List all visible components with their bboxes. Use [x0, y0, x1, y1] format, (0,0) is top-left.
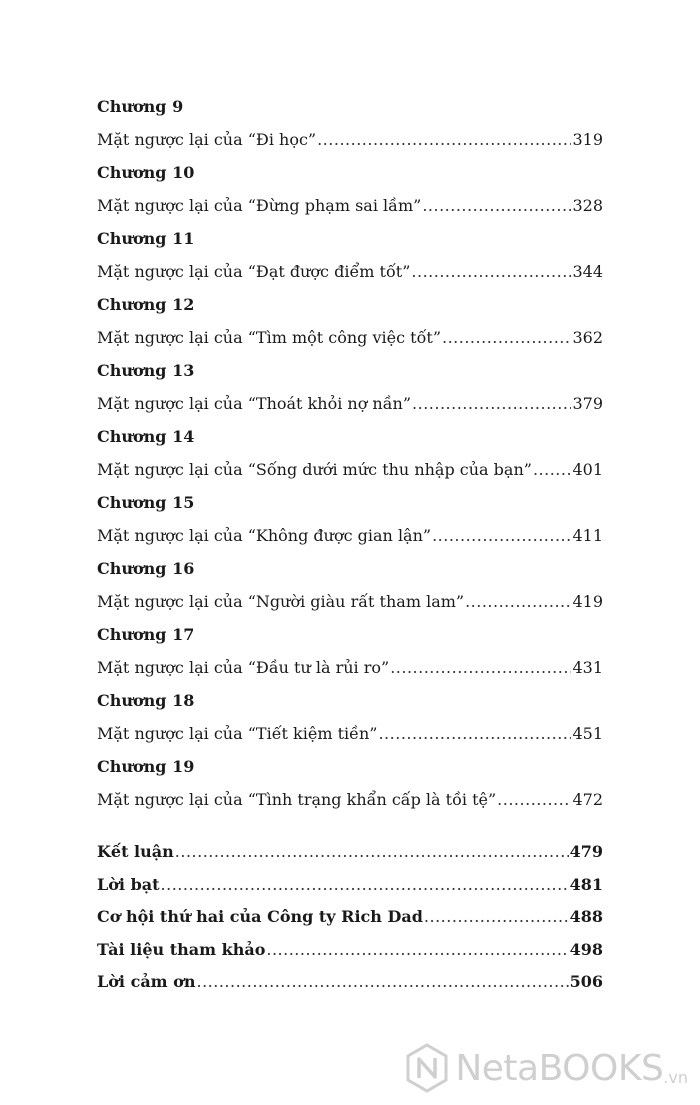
chapter-list: [97, 90, 603, 816]
chapter-heading: Chương 19: [97, 757, 195, 776]
chapter-block: [97, 618, 603, 684]
chapter-heading: Chương 15: [97, 493, 195, 512]
watermark-brand: NetaBOOKS: [455, 1047, 664, 1089]
page-number: 344: [572, 262, 603, 281]
page-number: 362: [572, 328, 603, 347]
dot-leader: [424, 901, 569, 934]
dot-leader: [196, 966, 568, 999]
toc-entry[interactable]: [97, 783, 603, 816]
chapter-heading: Chương 16: [97, 559, 195, 578]
toc-entry[interactable]: [97, 321, 603, 354]
toc-entry[interactable]: [97, 123, 603, 156]
dot-leader: [465, 585, 571, 618]
dot-leader: [161, 869, 569, 902]
chapter-block: [97, 156, 603, 222]
dot-leader: [497, 783, 571, 816]
chapter-block: [97, 222, 603, 288]
dot-leader: [175, 836, 569, 869]
page-number: 488: [569, 907, 603, 926]
watermark-suffix: .vn: [663, 1068, 688, 1087]
page-number: 328: [572, 196, 603, 215]
toc-entry[interactable]: [97, 585, 603, 618]
dot-leader: [266, 934, 568, 967]
back-matter-entry[interactable]: [97, 869, 603, 902]
toc-entry[interactable]: [97, 519, 603, 552]
entry-title: Cơ hội thứ hai của Công ty Rich Dad: [97, 907, 423, 926]
toc-entry[interactable]: [97, 651, 603, 684]
entry-title: Mặt ngược lại của “Tiết kiệm tiền”: [97, 724, 378, 743]
dot-leader: [442, 321, 571, 354]
chapter-heading: Chương 11: [97, 229, 195, 248]
netabooks-logo-icon: [405, 1043, 449, 1093]
entry-title: Mặt ngược lại của “Tìm một công việc tốt”: [97, 328, 441, 347]
toc-entry[interactable]: [97, 453, 603, 486]
dot-leader: [317, 123, 571, 156]
page-number: 319: [572, 130, 603, 149]
dot-leader: [378, 717, 571, 750]
toc-entry[interactable]: [97, 189, 603, 222]
page-number: 411: [572, 526, 603, 545]
entry-title: Mặt ngược lại của “Đi học”: [97, 130, 317, 149]
chapter-heading: Chương 17: [97, 625, 195, 644]
entry-title: Mặt ngược lại của “Đầu tư là rủi ro”: [97, 658, 390, 677]
dot-leader: [432, 519, 571, 552]
page-number: 379: [572, 394, 603, 413]
dot-leader: [422, 189, 571, 222]
chapter-heading: Chương 13: [97, 361, 195, 380]
watermark: [405, 1043, 688, 1093]
page-number: 431: [572, 658, 603, 677]
page-number: 451: [572, 724, 603, 743]
back-matter-entry[interactable]: [97, 934, 603, 967]
back-matter-list: [97, 836, 603, 999]
dot-leader: [533, 453, 572, 486]
chapter-block: [97, 288, 603, 354]
page-number: 498: [569, 939, 603, 959]
page-number: 472: [572, 790, 603, 809]
entry-title: Mặt ngược lại của “Tình trạng khẩn cấp là tồi tệ”: [97, 790, 497, 809]
entry-title: Mặt ngược lại của “Sống dưới mức thu nhập của bạn”: [97, 460, 532, 479]
chapter-heading: Chương 9: [97, 97, 184, 116]
page-number: 419: [572, 592, 603, 611]
chapter-block: [97, 552, 603, 618]
chapter-block: [97, 354, 603, 420]
dot-leader: [411, 255, 571, 288]
page-number: 479: [569, 842, 603, 861]
chapter-block: [97, 90, 603, 156]
entry-title: Kết luận: [97, 842, 174, 861]
page-number: 481: [569, 874, 603, 894]
chapter-heading: Chương 18: [97, 691, 195, 710]
chapter-block: [97, 684, 603, 750]
dot-leader: [390, 651, 571, 684]
chapter-block: [97, 420, 603, 486]
chapter-heading: Chương 10: [97, 163, 195, 182]
entry-title: Mặt ngược lại của “Không được gian lận”: [97, 526, 432, 545]
page-number: 506: [569, 972, 603, 991]
entry-title: Lời bạt: [97, 874, 160, 894]
entry-title: Mặt ngược lại của “Người giàu rất tham lam”: [97, 592, 465, 611]
toc-entry[interactable]: [97, 255, 603, 288]
toc-entry[interactable]: [97, 387, 603, 420]
back-matter-entry[interactable]: [97, 966, 603, 999]
toc-entry[interactable]: [97, 717, 603, 750]
chapter-heading: Chương 12: [97, 295, 195, 314]
dot-leader: [412, 387, 571, 420]
entry-title: Lời cảm ơn: [97, 972, 196, 991]
page-number: 401: [572, 460, 603, 479]
entry-title: Tài liệu tham khảo: [97, 939, 266, 959]
table-of-contents: [97, 90, 603, 999]
back-matter-entry[interactable]: [97, 901, 603, 934]
entry-title: Mặt ngược lại của “Đừng phạm sai lầm”: [97, 196, 422, 215]
chapter-block: [97, 750, 603, 816]
chapter-heading: Chương 14: [97, 427, 195, 446]
entry-title: Mặt ngược lại của “Đạt được điểm tốt”: [97, 262, 411, 281]
back-matter-entry[interactable]: [97, 836, 603, 869]
chapter-block: [97, 486, 603, 552]
entry-title: Mặt ngược lại của “Thoát khỏi nợ nần”: [97, 394, 412, 413]
